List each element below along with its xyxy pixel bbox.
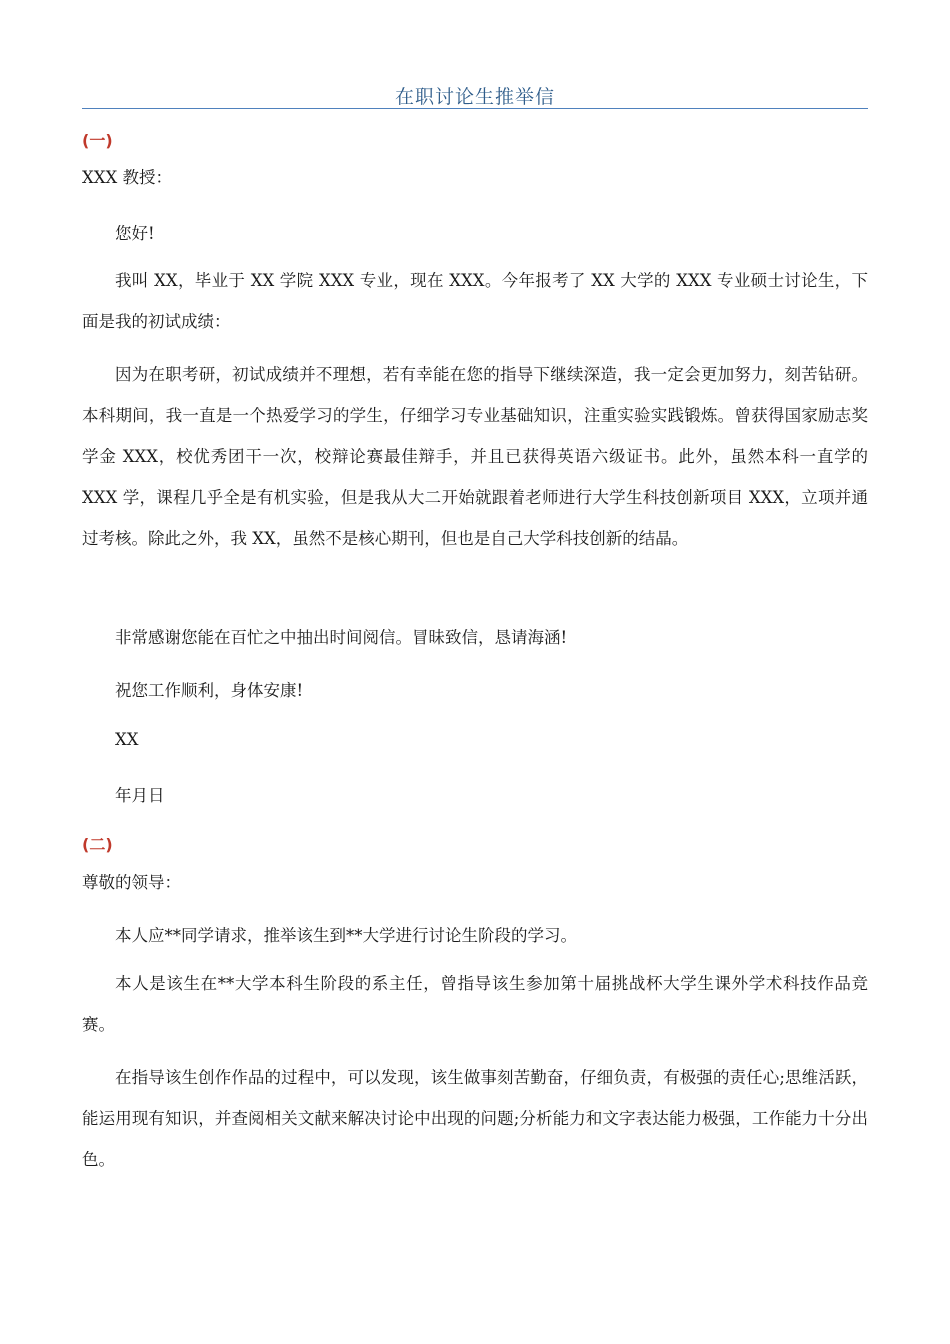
paragraph-1-2: 因为在职考研，初试成绩并不理想，若有幸能在您的指导下继续深造，我一定会更加努力，刻苦钻研。本科期间，我一直是一个热爱学习的学生，仔细学习专业基础知识，注重实验实践锻炼。曾获得国家励志奖学金 XXX，校优秀团干一次，校辩论赛最佳辩手，并且已获得英语六级证书。此外，虽然本科一直学的 XXX 学，课程几乎全是有机实验，但是我从大二开始就跟着老师进行大学生科技创新项目 XXX，立项并通过考核。除此之外，我 XX，虽然不是核心期刊，但也是自己大学科技创新的结晶。 bbox=[82, 365, 868, 548]
greeting: 您好! bbox=[115, 224, 155, 243]
paragraph-1-1: 我叫 XX，毕业于 XX 学院 XXX 专业，现在 XXX。今年报考了 XX 大学的 XXX 专业硕士讨论生，下面是我的初试成绩： bbox=[82, 271, 868, 331]
section-heading-1: (一) bbox=[82, 131, 113, 150]
section-heading-2: (二) bbox=[82, 835, 113, 854]
paragraph-1-3: 非常感谢您能在百忙之中抽出时间阅信。冒昧致信，恳请海涵! bbox=[115, 628, 568, 647]
paragraph-1-4: 祝您工作顺利，身体安康! bbox=[115, 681, 304, 700]
paragraph-2-3: 在指导该生创作作品的过程中，可以发现，该生做事刻苦勤奋，仔细负责，有极强的责任心;思维活跃，能运用现有知识，并查阅相关文献来解决讨论中出现的问题;分析能力和文字表达能力极强，工作能力十分出色。 bbox=[82, 1068, 868, 1169]
paragraph-2-1: 本人应**同学请求，推举该生到**大学进行讨论生阶段的学习。 bbox=[115, 926, 577, 945]
document-title: 在职讨论生推举信 bbox=[394, 86, 555, 108]
salutation-2: 尊敬的领导： bbox=[82, 873, 181, 892]
salutation-1: XXX 教授： bbox=[82, 168, 172, 187]
paragraph-2-2: 本人是该生在**大学本科生阶段的系主任，曾指导该生参加第十届挑战杯大学生课外学术科技作品竞赛。 bbox=[82, 974, 868, 1034]
signature: XX bbox=[115, 730, 139, 749]
title-underline bbox=[82, 108, 868, 109]
date-line: 年月日 bbox=[115, 786, 165, 805]
